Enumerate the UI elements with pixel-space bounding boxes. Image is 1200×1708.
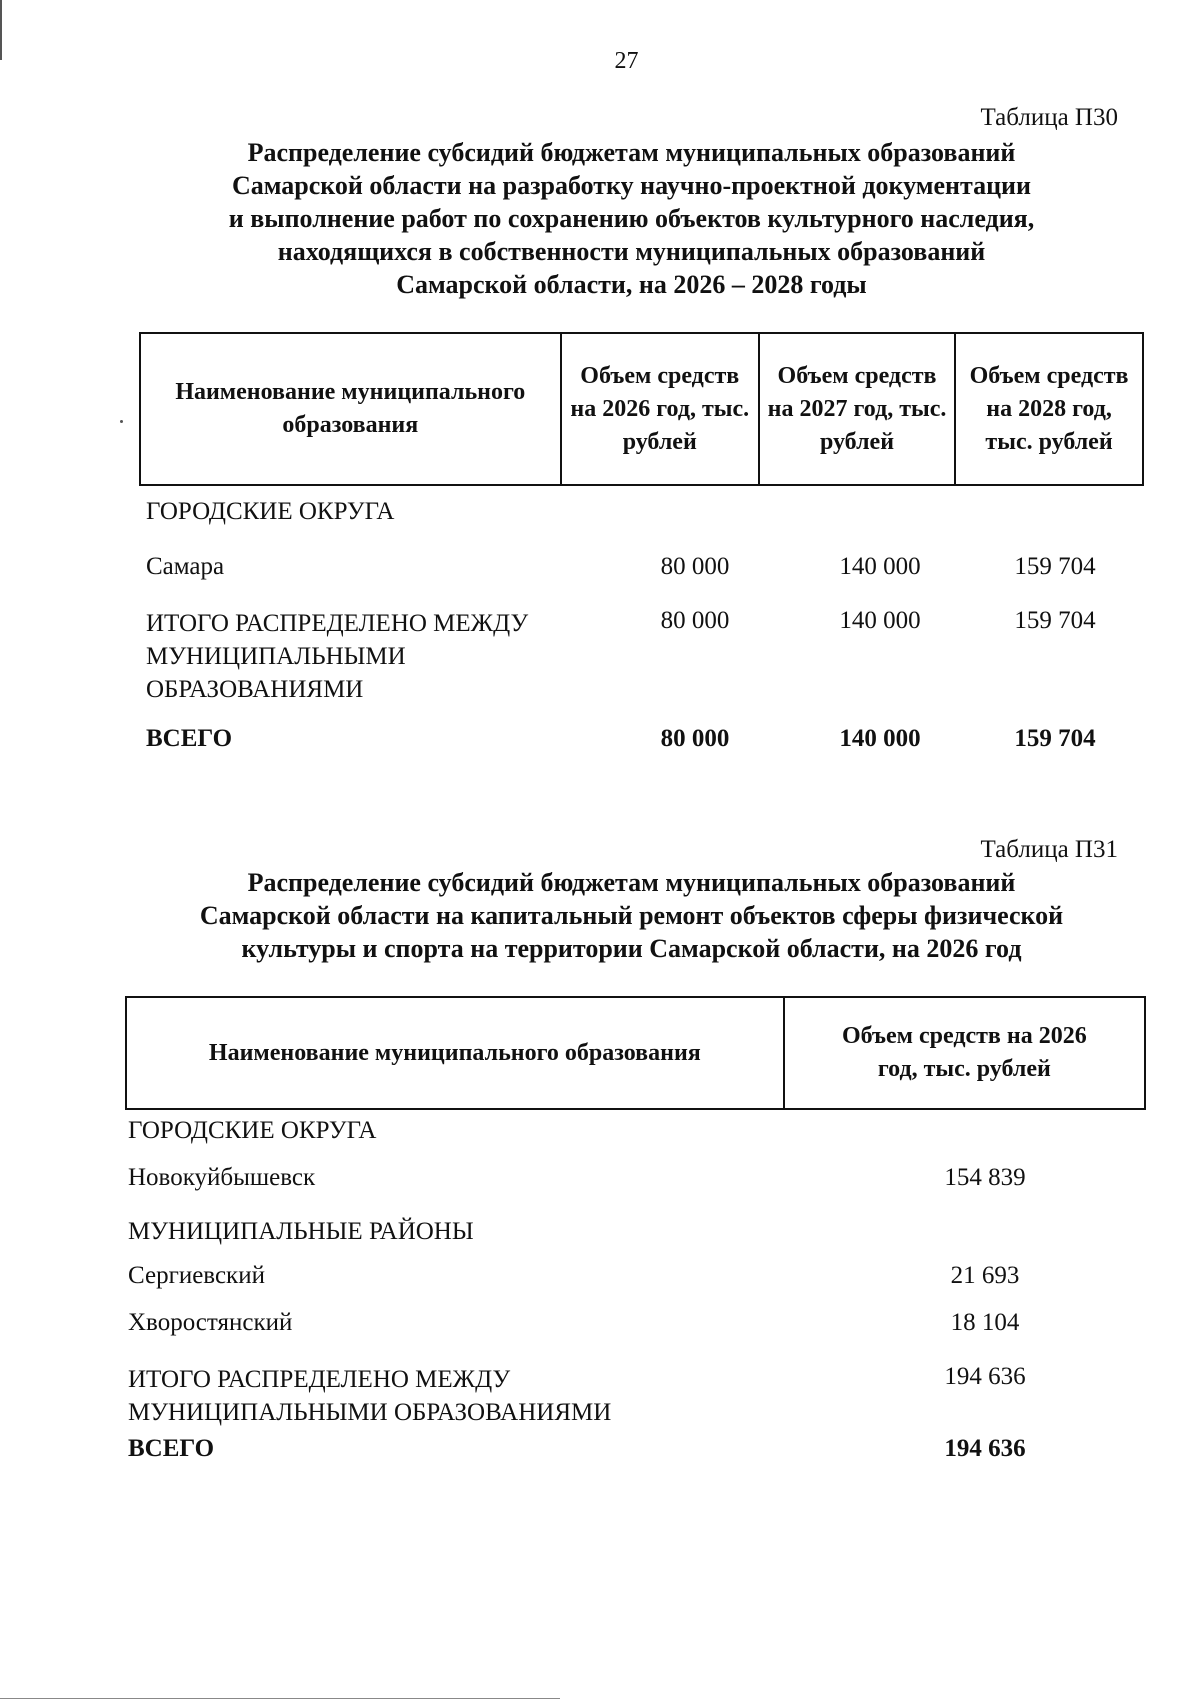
table-p30-label: Таблица П30 [980,104,1118,131]
header-2026: Объем средств на 2026 год, тыс. рублей [784,997,1145,1109]
p30-total-2027: 140 000 [839,725,921,752]
table-p30-header [139,332,1144,486]
table-p31-label: Таблица П31 [980,836,1118,863]
table-p31-title: Распределение субсидий бюджетам муниципальных образований Самарской области на капитальный ремонт объектов сферы физической культуры и спорта на территории Самарской области, на 2026 год [199,868,1064,963]
table-p30-title: Распределение субсидий бюджетам муниципальных образований Самарской области на разработку научно-проектной документации и выполнение работ по сохранению объектов культурного наследия, находящихся в собственности муниципальных образований Самарской области, на 2026 – 2028 годы [228,138,1035,299]
p31-district-row-name: Хворостянский [128,1309,293,1336]
p30-itogo-2028: 159 704 [1014,607,1096,634]
p31-itogo-2026: 194 636 [944,1363,1026,1390]
p30-row-name: Самара [146,553,225,580]
p31-district-row-2026: 21 693 [950,1262,1020,1289]
header-2027: Объем средств на 2027 год, тыс. рублей [759,333,955,485]
p31-section-district: МУНИЦИПАЛЬНЫЕ РАЙОНЫ [128,1218,474,1245]
header-2026: Объем средств на 2026 год, тыс. рублей [561,333,759,485]
p31-itogo-label: ИТОГО РАСПРЕДЕЛЕНО МЕЖДУ МУНИЦИПАЛЬНЫМИ ОБРАЗОВАНИЯМИ [128,1366,612,1426]
p31-section-city: ГОРОДСКИЕ ОКРУГА [128,1117,377,1144]
p30-row-2027: 140 000 [839,553,921,580]
p30-section-city: ГОРОДСКИЕ ОКРУГА [146,498,395,525]
p30-total-2026: 80 000 [660,725,730,752]
p31-city-row-name: Новокуйбышевск [128,1164,316,1191]
p30-total-2028: 159 704 [1014,725,1096,752]
p31-city-row-2026: 154 839 [944,1164,1026,1191]
table-p31-header [125,996,1146,1110]
p31-total-label: ВСЕГО [128,1435,215,1462]
p31-district-row-name: Сергиевский [128,1262,265,1289]
scan-edge-mark [0,0,2,60]
scan-edge-mark [0,1698,560,1699]
p30-total-label: ВСЕГО [146,725,233,752]
p31-district-row-2026: 18 104 [950,1309,1020,1336]
header-name: Наименование муниципального образования [140,333,561,485]
header-2028: Объем средств на 2028 год, тыс. рублей [955,333,1143,485]
scan-speck [120,420,123,423]
header-name: Наименование муниципального образования [126,997,784,1109]
page-number: 27 [614,48,639,74]
p30-itogo-2027: 140 000 [839,607,921,634]
p30-itogo-label: ИТОГО РАСПРЕДЕЛЕНО МЕЖДУ МУНИЦИПАЛЬНЫМИ ОБРАЗОВАНИЯМИ [146,610,529,703]
p30-row-2028: 159 704 [1014,553,1096,580]
p30-row-2026: 80 000 [660,553,730,580]
p30-itogo-2026: 80 000 [660,607,730,634]
p31-total-2026: 194 636 [944,1435,1026,1462]
